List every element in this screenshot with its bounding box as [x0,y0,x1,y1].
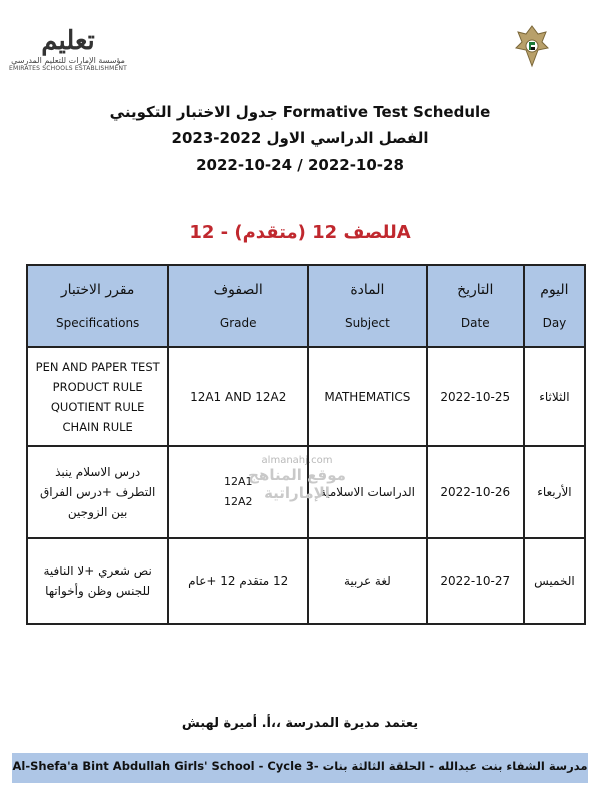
row1-grade: 12A1 AND 12A2 [168,347,308,446]
row2-grade [168,446,308,538]
table-header-row [27,265,585,347]
header-spec [27,265,168,347]
row1-subject: MATHEMATICS [308,347,427,446]
spec-line: بين الزوجين [67,505,128,519]
schedule-title: جدول الاختبار التكويني Formative Test Schedule [109,103,491,121]
row1-spec [27,347,168,446]
row1-date: 2022-10-25 [427,347,524,446]
class-title: للصف 12 (متقدم) - 12A [189,222,411,243]
date-range: 2022-10-24 / 2022-10-28 [196,156,404,174]
row3-spec [27,538,168,624]
watermark-text: موقع المناهج الإماراتية [248,466,346,502]
row2-day: الأربعاء [524,446,585,538]
header-day-en: Day [542,316,567,330]
logo-english-text: EMIRATES SCHOOLS ESTABLISHMENT [8,65,128,72]
table-row [27,446,585,538]
header-spec-ar: مقرر الاختبار [60,282,135,298]
uae-emblem-icon [512,22,552,72]
logo-arabic-text: مؤسسة الإمارات للتعليم المدرسي [11,56,125,65]
header-subject-ar: المادة [350,282,385,298]
row3-day: الخميس [524,538,585,624]
spec-line: درس الاسلام ينبذ [55,465,141,479]
logo-mark: تعليم [41,26,95,56]
header-spec-en: Specifications [56,316,140,330]
row2-spec [27,446,168,538]
table-row [27,538,585,624]
table-row [27,347,585,446]
header-subject [308,265,427,347]
watermark-url: almanahj.com [261,455,333,466]
header-grade [168,265,308,347]
footer-school-name: Al-Shefa'a Bint Abdullah Girls' School - Cycle 3- مدرسة الشفاء بنت عبدالله - الحلقة الثالثة بنات [12,759,588,773]
spec-line: CHAIN RULE [62,419,133,434]
grade-line: 12A1 [223,475,253,488]
uae-emblem [502,22,562,92]
header-grade-en: Grade [219,316,257,330]
spec-line: PEN AND PAPER TEST [35,359,160,374]
spec-line: نص شعري +لا النافية [43,564,152,578]
schedule-table [26,264,586,625]
spec-line: التطرف +درس الفراق [40,485,156,499]
spec-line: QUOTIENT RULE [50,399,145,414]
principal-approval: يعتمد مديرة المدرسة ،،أ. أميرة لهبش [181,716,419,731]
row2-date: 2022-10-26 [427,446,524,538]
header-date-en: Date [460,316,490,330]
row3-subject: لغة عربية [308,538,427,624]
row3-grade: 12 متقدم 12 +عام [168,538,308,624]
header-day-ar: اليوم [540,282,569,298]
header-subject-en: Subject [344,316,390,330]
emirates-schools-logo [8,18,128,98]
header-date-ar: التاريخ [457,282,494,298]
spec-line: للجنس وظن وأخواتها [45,584,151,598]
header-day [524,265,585,347]
spec-line: PRODUCT RULE [52,379,143,394]
grade-line: 12A2 [223,495,253,508]
semester-title: الفصل الدراسي الاول 2022-2023 [171,129,429,147]
row2-subject: الدراسات الاسلامية [308,446,427,538]
row1-day: الثلاثاء [524,347,585,446]
header-grade-ar: الصفوف [213,282,263,298]
footer-bar [12,753,588,783]
row3-date: 2022-10-27 [427,538,524,624]
header-date [427,265,524,347]
